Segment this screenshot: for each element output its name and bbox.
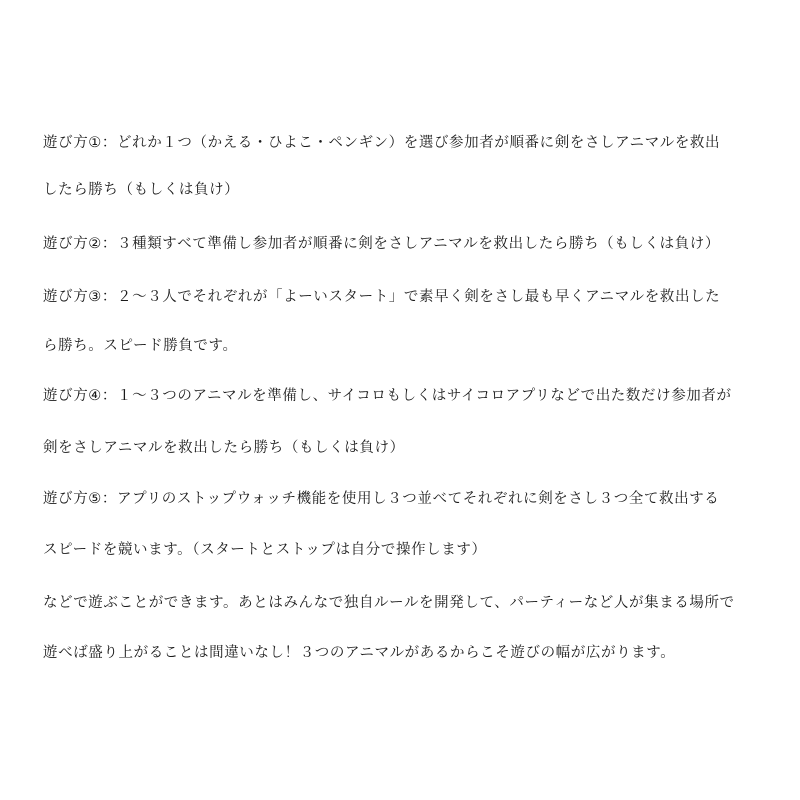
text-line: 遊び方⑤：アプリのストップウォッチ機能を使用し３つ並べてそれぞれに剣をさし３つ全て救出する [43,491,720,507]
text-line: 遊べば盛り上がることは間違いなし！３つのアニマルがあるからこそ遊びの幅が広がります。 [43,645,676,661]
text-line: スピードを競います。（スタートとストップは自分で操作します） [43,542,487,558]
text-line: 遊び方③：２～３人でそれぞれが「よーいスタート」で素早く剣をさし最も早くアニマルを救出した [43,289,721,305]
text-line: 遊び方①：どれか１つ（かえる・ひよこ・ペンギン）を選び参加者が順番に剣をさしアニマルを救出 [43,135,721,151]
text-line: 剣をさしアニマルを救出したら勝ち（もしくは負け） [43,440,405,456]
text-line: 遊び方④：１～３つのアニマルを準備し、サイコロもしくはサイコロアプリなどで出た数だけ参加者が [43,388,732,404]
text-line: したら勝ち（もしくは負け） [43,182,240,198]
text-line: などで遊ぶことができます。あとはみんなで独自ルールを開発して、パーティーなど人が集まる場所で [43,595,735,611]
text-line: 遊び方②：３種類すべて準備し参加者が順番に剣をさしアニマルを救出したら勝ち（もしくは負け） [43,236,720,252]
text-line: ら勝ち。スピード勝負です。 [43,338,238,354]
